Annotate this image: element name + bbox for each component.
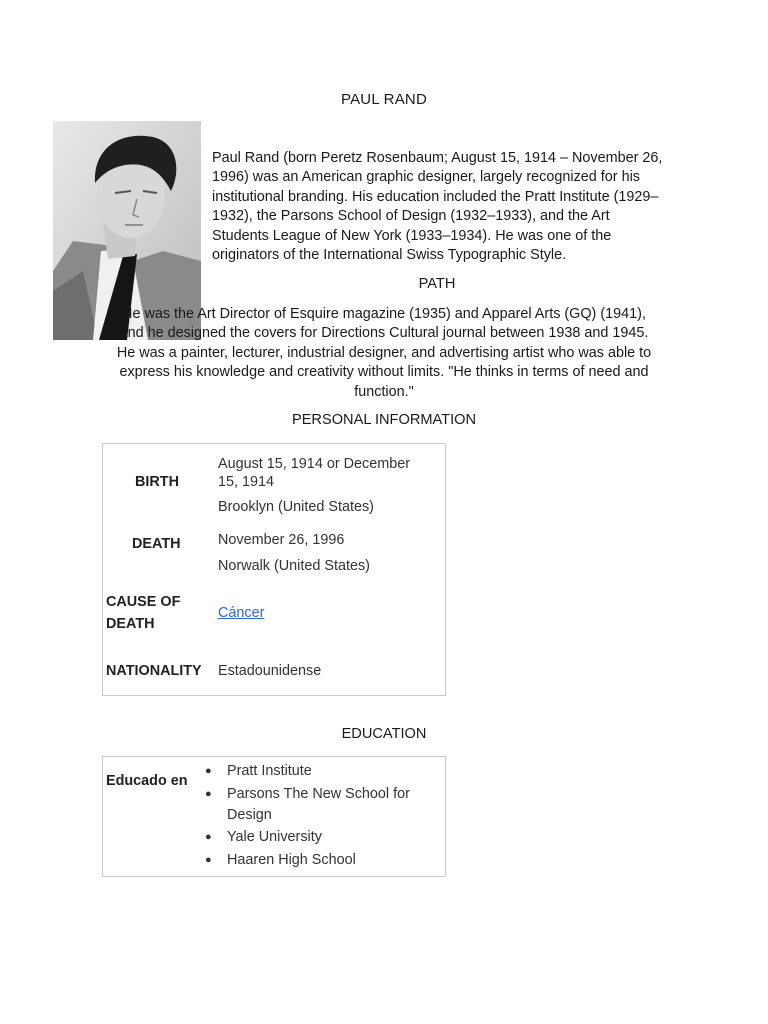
education-label: Educado en	[106, 773, 188, 789]
nationality-value: Estadounidense	[218, 663, 322, 679]
bullet-icon: ●	[205, 765, 212, 777]
education-item: Parsons The New School for Design	[227, 786, 410, 823]
bullet-icon: ●	[205, 831, 212, 843]
education-heading: EDUCATION	[341, 726, 427, 742]
death-place: Norwalk (United States)	[218, 558, 370, 574]
personal-info-heading: PERSONAL INFORMATION	[291, 412, 477, 428]
intro-paragraph: Paul Rand (born Peretz Rosenbaum; August 15, 1914 – November 26, 1996) was an American graphic designer, largely recognized for his institutional branding. His education included the Pratt Institute (1929–1932), the Parsons School of Design (1932–1933), and the Art Students League of New York (1933–1934). He was one of the originators of the International Swiss Typographic Style.	[212, 150, 663, 264]
birth-label: BIRTH	[135, 474, 179, 490]
list-item	[205, 827, 322, 848]
education-item: Pratt Institute	[227, 763, 312, 779]
nationality-label: NATIONALITY	[106, 663, 202, 679]
birth-date: August 15, 1914 or December 15, 1914	[218, 456, 410, 490]
cause-of-death-label: CAUSE OF DEATH	[106, 594, 181, 632]
education-item: Yale University	[227, 829, 322, 845]
personal-info-table	[102, 443, 446, 696]
death-date: November 26, 1996	[218, 532, 345, 548]
cause-of-death-link[interactable]: Cáncer	[218, 605, 265, 621]
page-title: PAUL RAND	[341, 91, 427, 108]
list-item	[205, 784, 427, 825]
education-table	[102, 756, 446, 877]
path-heading: PATH	[418, 276, 456, 292]
list-item	[205, 761, 312, 782]
list-item	[205, 850, 356, 871]
bullet-icon: ●	[205, 788, 212, 800]
path-paragraph: He was the Art Director of Esquire magazine (1935) and Apparel Arts (GQ) (1941), and he designed the covers for Directions Cultural journal between 1938 and 1945. He was a painter, lecturer, industrial designer, and advertising artist who was able to express his knowledge and creativity without limits. "He thinks in terms of need and function."	[116, 306, 652, 400]
bullet-icon: ●	[205, 854, 212, 866]
birth-place: Brooklyn (United States)	[218, 499, 374, 515]
education-item: Haaren High School	[227, 852, 356, 868]
death-label: DEATH	[132, 536, 181, 552]
